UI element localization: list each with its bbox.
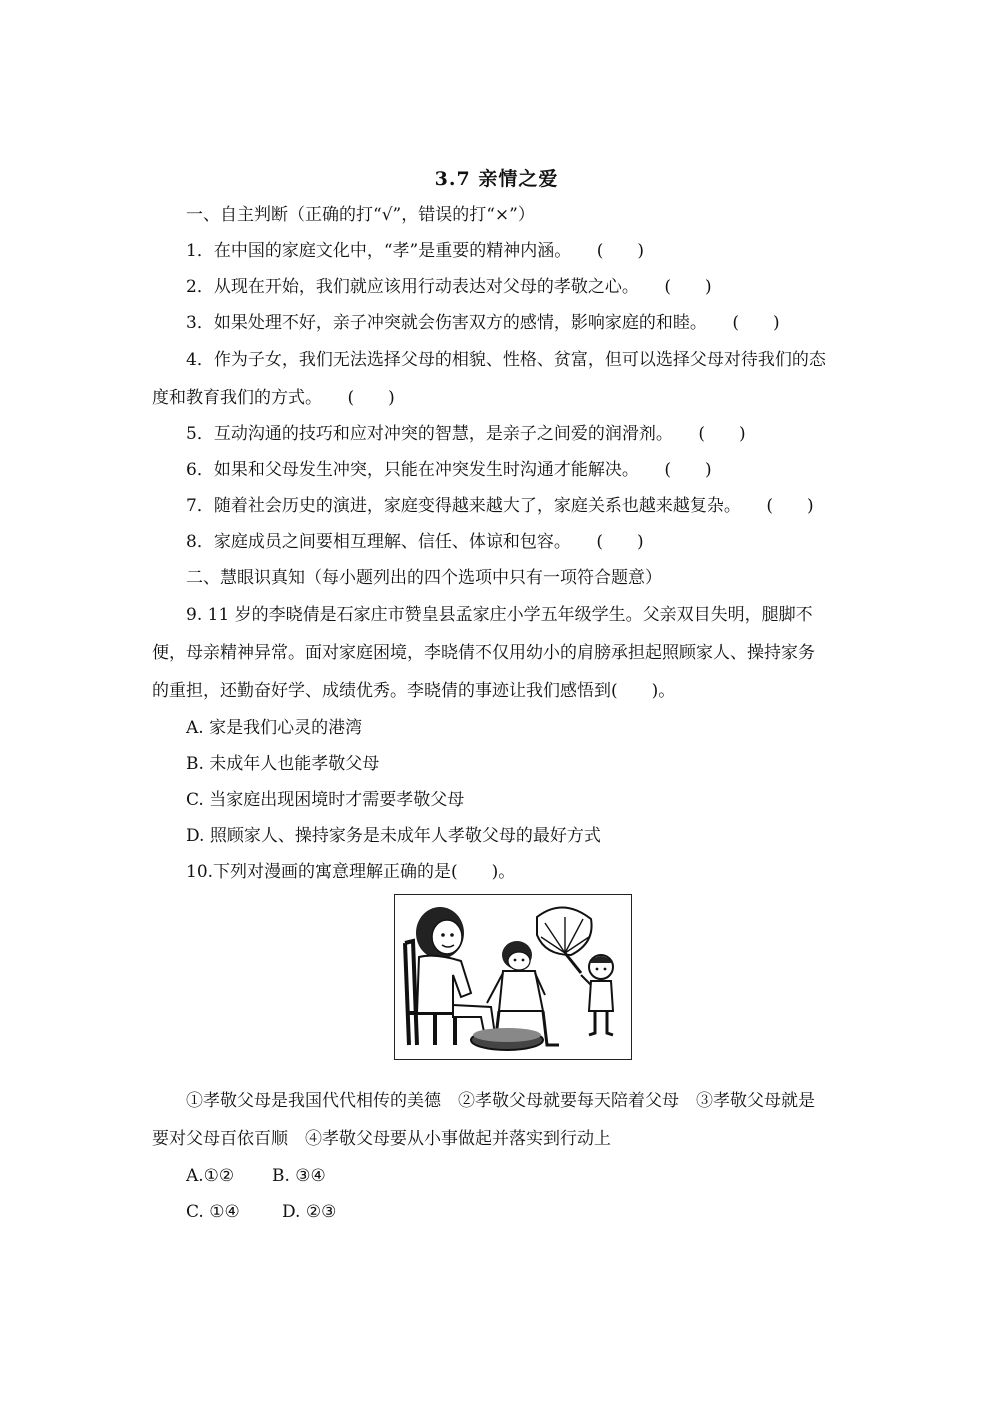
judge-item-6: 6．如果和父母发生冲突，只能在冲突发生时沟通才能解决。 ( ) bbox=[186, 460, 712, 480]
q10-option-b: B. ③④ bbox=[272, 1166, 326, 1186]
q10-option-a: A.①② bbox=[186, 1166, 235, 1186]
q9-option-a: A. 家是我们心灵的港湾 bbox=[186, 718, 363, 738]
q9-line2: 便，母亲精神异常。面对家庭困境，李晓倩不仅用幼小的肩膀承担起照顾家人、操持家务 bbox=[152, 643, 815, 663]
q10-options-row2 bbox=[186, 1200, 336, 1224]
q10-option-d: D. ②③ bbox=[282, 1202, 337, 1222]
cartoon-image bbox=[394, 894, 632, 1060]
q10-option-c: C. ①④ bbox=[186, 1202, 240, 1222]
q10-options-row1 bbox=[186, 1164, 326, 1188]
q10-statements-line1: ①孝敬父母是我国代代相传的美德 ②孝敬父母就要每天陪着父母 ③孝敬父母就是 bbox=[186, 1091, 815, 1111]
judge-item-3: 3．如果处理不好，亲子冲突就会伤害双方的感情，影响家庭的和睦。 ( ) bbox=[186, 313, 780, 333]
judge-item-1: 1．在中国的家庭文化中，“孝”是重要的精神内涵。 ( ) bbox=[186, 241, 644, 261]
judge-item-7: 7．随着社会历史的演进，家庭变得越来越大了，家庭关系也越来越复杂。 ( ) bbox=[186, 496, 814, 516]
section2-heading: 二、慧眼识真知（每小题列出的四个选项中只有一项符合题意） bbox=[186, 568, 662, 588]
judge-item-4-line1: 4．作为子女，我们无法选择父母的相貌、性格、贫富，但可以选择父母对待我们的态 bbox=[186, 350, 826, 370]
q9-option-b: B. 未成年人也能孝敬父母 bbox=[186, 754, 380, 774]
q9-option-c: C. 当家庭出现困境时才需要孝敬父母 bbox=[186, 790, 465, 810]
q9-option-d: D. 照顾家人、操持家务是未成年人孝敬父母的最好方式 bbox=[186, 826, 601, 846]
judge-item-5: 5．互动沟通的技巧和应对冲突的智慧，是亲子之间爱的润滑剂。 ( ) bbox=[186, 424, 746, 444]
cartoon-drawing bbox=[395, 895, 630, 1058]
judge-item-8: 8．家庭成员之间要相互理解、信任、体谅和包容。 ( ) bbox=[186, 532, 644, 552]
section1-heading: 一、自主判断（正确的打“√”，错误的打“×”） bbox=[186, 205, 535, 225]
page-title: 3.7 亲情之爱 bbox=[434, 168, 559, 190]
judge-item-4-line2: 度和教育我们的方式。 ( ) bbox=[152, 388, 395, 408]
q10-stem: 10.下列对漫画的寓意理解正确的是( )。 bbox=[186, 862, 516, 882]
q9-line3: 的重担，还勤奋好学、成绩优秀。李晓倩的事迹让我们感悟到( )。 bbox=[152, 681, 676, 701]
q10-statements-line2: 要对父母百依百顺 ④孝敬父母要从小事做起并落实到行动上 bbox=[152, 1129, 611, 1149]
q9-line1: 9. 11 岁的李晓倩是石家庄市赞皇县孟家庄小学五年级学生。父亲双目失明，腿脚不 bbox=[186, 605, 813, 625]
judge-item-2: 2．从现在开始，我们就应该用行动表达对父母的孝敬之心。 ( ) bbox=[186, 277, 712, 297]
